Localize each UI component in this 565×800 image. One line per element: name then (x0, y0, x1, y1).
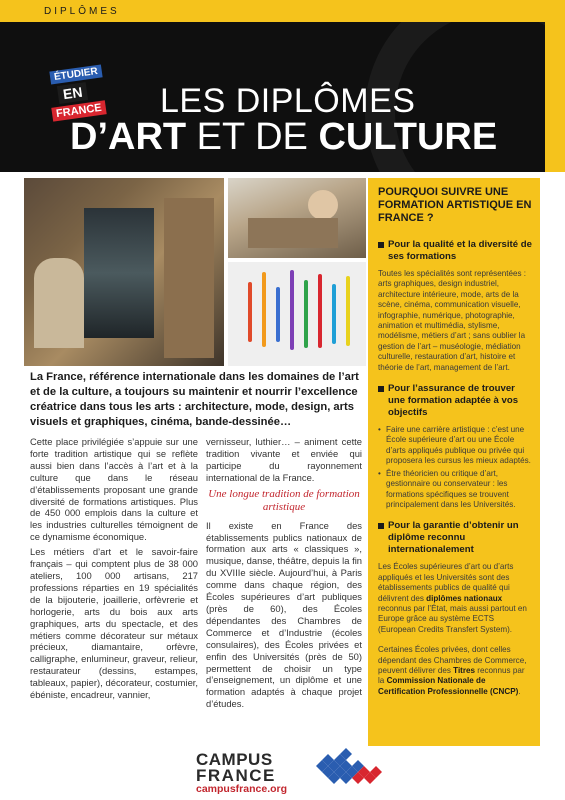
sidebar-heading-text: Pour la garantie d’obtenir un diplôme reconnu internationalement (388, 520, 519, 556)
website-link[interactable]: campusfrance.org (196, 783, 288, 795)
text-run: Certaines Écoles privées, dont celles dépendant des Chambres de Commerce, peuvent délivrer des (378, 645, 527, 675)
logo-wordmark-line1: CAMPUS (196, 750, 273, 769)
text-run: . (518, 686, 521, 696)
title-word-culture: CULTURE (318, 116, 498, 158)
square-bullet-icon (378, 386, 384, 392)
pencil-shape (346, 276, 350, 346)
photo-shape (84, 208, 154, 338)
badge-word-2: EN (57, 82, 89, 104)
pencil-shape (262, 272, 266, 347)
title-word-et-de: ET DE (186, 116, 319, 158)
sidebar-paragraph (378, 645, 532, 697)
pencil-shape (318, 274, 322, 348)
body-paragraph: vernisseur, luthier… – animent cette tradition vivante et enviée qui participe du rayonnement international de la France. (206, 436, 362, 483)
campus-france-logo[interactable] (196, 746, 396, 795)
square-bullet-icon (378, 523, 384, 529)
pencil-shape (248, 282, 252, 342)
page-title-line1: LES DIPLÔMES (160, 82, 416, 120)
body-column-middle (206, 436, 362, 713)
yellow-edge (545, 22, 565, 172)
intro-paragraph: La France, référence internationale dans les domaines de l’art et de la culture, a toujours su maintenir et nourrir l’excellence créatrice dans tous les arts : architecture, mode, design, arts visuels et graphiques, cinéma, bande-dessinée… (30, 371, 359, 428)
sidebar-heading-quality (378, 239, 532, 263)
pencil-shape (332, 284, 336, 344)
photo-colored-pencils (228, 262, 366, 366)
pencil-shape (290, 270, 294, 350)
body-column-left (30, 436, 198, 704)
square-bullet-icon (378, 242, 384, 248)
sidebar-paragraph (378, 562, 532, 635)
body-paragraph: Les métiers d’art et le savoir-faire français – qui comptent plus de 38 000 ateliers, 100 000 artisans, 217 professions réparties en 19 spécialités de la bijouterie, joaillerie, orfèvrerie et horlogerie, arts du bois aux arts graphiques, arts du spectacle, et des métiers comme décorateur sur métaux précieux, diamantaire, orfèvre, calligraphe, enlumineur, graveur, relieur, restaurateur (dessins, estampes, tableaux, papier), décorateur, costumier, ébéniste, encadreur, vannier, (30, 546, 198, 701)
text-run: Les Écoles supérieures d’art ou d’arts appliqués et les Universités sont des établissements publics de qualité qui délivrent des (378, 562, 514, 603)
sidebar-title: POURQUOI SUIVRE UNE FORMATION ARTISTIQUE EN FRANCE ? (378, 186, 532, 224)
page-title-line2 (70, 116, 497, 159)
top-strip (0, 0, 565, 22)
text-run-bold: Titres (453, 665, 476, 675)
photo-sculptor (228, 178, 366, 258)
photo-artist-workshop (24, 178, 224, 366)
text-run: reconnus par l’État, mais aussi partout en Europe grâce au système ECTS (European Credits Transfert System). (378, 603, 527, 634)
sidebar-paragraph: Toutes les spécialités sont représentées : arts graphiques, design industriel, architecture intérieure, mode, arts de la scène, cinéma, communication visuelle, infographie, numérique, photographie, animation et multimédia, stylisme, modélisme, métiers d’art ; sans oublier la gestion de l’art – muséologie, médiation culturelle, restauration d’art, histoire et théorie de l’art, management de l’art. (378, 269, 527, 372)
title-banner (0, 22, 565, 172)
sidebar-heading-objectives (378, 383, 532, 419)
badge-word-1: ÉTUDIER (49, 64, 102, 84)
body-paragraph: Cette place privilégiée s’appuie sur une forte tradition artistique qui se reflète aussi bien dans l’accès à l’art et à la culture que dans le réseau d’établissements proposant une grande diversité de formations artistiques. Plus de 450 000 emplois dans la culture et les industries culturelles témoignent de ce dynamisme économique. (30, 436, 198, 543)
photo-shape (248, 218, 338, 248)
sidebar-heading-diploma (378, 520, 532, 556)
sidebar-bullet: • Être théoricien ou critique d’art, gestionnaire ou conservateur : les formations spécifiques se trouvent principalement dans les Universités. (378, 469, 532, 511)
photo-shape (164, 198, 214, 358)
photo-shape (34, 258, 84, 348)
text-run-bold: diplômes nationaux (426, 593, 503, 603)
text-run: reconnus par la (378, 665, 525, 686)
section-subheading: Une longue tradition de formation artistique (208, 487, 360, 513)
logo-wordmark-line2: FRANCE (196, 766, 276, 785)
badge-word-3: FRANCE (51, 100, 106, 121)
text-run-bold: Commission Nationale de Certification Professionnelle (CNCP) (378, 676, 519, 696)
sidebar-bullet-list (378, 425, 532, 510)
why-study-sidebar (368, 178, 540, 746)
pencil-shape (304, 280, 308, 348)
photo-shape (308, 190, 338, 220)
pencil-shape (276, 287, 280, 342)
body-paragraph: Il existe en France des établissements publics nationaux de formation aux arts « classiques », musique, danse, théâtre, depuis la fin du XVIIIe siècle. Aujourd’hui, à Paris comme dans chaque région, des Écoles supérieures d’art publiques (près de 60), des Écoles dépendantes des Chambres de Commerce et d’Industrie (écoles consulaires), des Écoles privées et enfin des Universités (près de 50) permettent de choisir un type d’enseignement, un diplôme et une formation adaptés à chaque projet d’études. (206, 519, 362, 710)
diamond-grid-icon (296, 746, 392, 786)
sidebar-heading-text: Pour la qualité et la diversité de ses formations (388, 239, 532, 262)
section-label: DIPLÔMES (44, 6, 120, 17)
sidebar-bullet: • Faire une carrière artistique : c’est une École supérieure d’art ou une École d’arts appliqués publique ou privée qui proposera les cursus les mieux adaptés. (378, 425, 532, 467)
title-word-art: D’ART (70, 116, 187, 158)
sidebar-heading-text: Pour l’assurance de trouver une formation adaptée à vos objectifs (388, 383, 519, 419)
